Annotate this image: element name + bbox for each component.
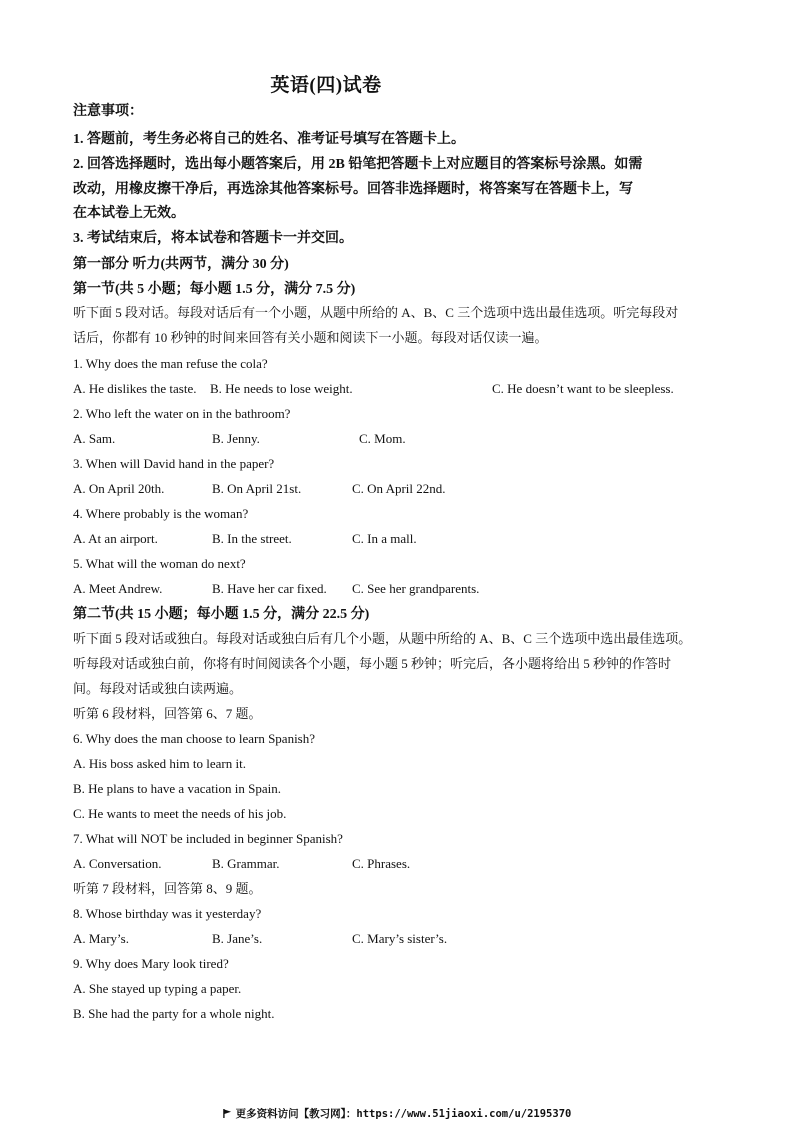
- q3-option-b: B. On April 21st.: [212, 481, 302, 496]
- q8-option-b: B. Jane’s.: [212, 931, 263, 946]
- q1-option-a: A. He dislikes the taste.: [73, 381, 197, 396]
- material-6-note: 听第 6 段材料，回答第 6、7 题。: [73, 706, 262, 721]
- section2-instruction-3: 间。每段对话或独白读两遍。: [73, 681, 243, 696]
- section1-instruction-1: 听下面 5 段对话。每段对话后有一个小题，从题中所给的 A、B、C 三个选项中选出最佳选项。听完每段对: [73, 305, 679, 320]
- q8-option-a: A. Mary’s.: [73, 931, 129, 946]
- q2-option-b: B. Jenny.: [212, 431, 260, 446]
- question-4: 4. Where probably is the woman?: [73, 506, 249, 521]
- q7-option-b: B. Grammar.: [212, 856, 280, 871]
- notice-item-2-cont: 改动，用橡皮擦干净后，再选涂其他答案标号。回答非选择题时，将答案写在答题卡上，写: [73, 182, 633, 197]
- q1-option-b: B. He needs to lose weight.: [210, 381, 353, 396]
- section2-heading: 第二节(共 15 小题；每小题 1.5 分，满分 22.5 分): [73, 607, 370, 622]
- question-9: 9. Why does Mary look tired?: [73, 956, 229, 971]
- section1-instruction-2: 话后，你都有 10 秒钟的时间来回答有关小题和阅读下一小题。每段对话仅读一遍。: [73, 330, 548, 345]
- section1-heading: 第一节(共 5 小题；每小题 1.5 分，满分 7.5 分): [73, 282, 356, 297]
- q8-option-c: C. Mary’s sister’s.: [352, 931, 448, 946]
- q9-option-a: A. She stayed up typing a paper.: [73, 981, 242, 996]
- question-1: 1. Why does the man refuse the cola?: [73, 356, 268, 371]
- q1-option-c: C. He doesn’t want to be sleepless.: [492, 381, 674, 396]
- q2-option-c: C. Mom.: [359, 431, 406, 446]
- notice-item-2: 2. 回答选择题时，选出每小题答案后，用 2B 铅笔把答题卡上对应题目的答案标号涂黑。如需: [73, 157, 643, 172]
- q4-option-a: A. At an airport.: [73, 531, 158, 546]
- q5-option-a: A. Meet Andrew.: [73, 581, 163, 596]
- notice-heading: 注意事项：: [73, 104, 143, 119]
- question-8: 8. Whose birthday was it yesterday?: [73, 906, 262, 921]
- question-7: 7. What will NOT be included in beginner Spanish?: [73, 831, 343, 846]
- q3-option-c: C. On April 22nd.: [352, 481, 446, 496]
- q4-option-c: C. In a mall.: [352, 531, 417, 546]
- question-6: 6. Why does the man choose to learn Spanish?: [73, 731, 316, 746]
- question-3: 3. When will David hand in the paper?: [73, 456, 275, 471]
- section2-instruction-1: 听下面 5 段对话或独白。每段对话或独白后有几个小题，从题中所给的 A、B、C 三个选项中选出最佳选项。: [73, 631, 692, 646]
- q6-option-b: B. He plans to have a vacation in Spain.: [73, 781, 281, 796]
- q6-option-a: A. His boss asked him to learn it.: [73, 756, 246, 771]
- q5-option-c: C. See her grandparents.: [352, 581, 480, 596]
- notice-item-3: 3. 考试结束后，将本试卷和答题卡一并交回。: [73, 231, 353, 246]
- question-5: 5. What will the woman do next?: [73, 556, 246, 571]
- q3-option-a: A. On April 20th.: [73, 481, 165, 496]
- q9-option-b: B. She had the party for a whole night.: [73, 1006, 275, 1021]
- footer-link[interactable]: [0, 1106, 794, 1121]
- q7-option-a: A. Conversation.: [73, 856, 162, 871]
- section2-instruction-2: 听每段对话或独白前，你将有时间阅读各个小题，每小题 5 秒钟；听完后，各小题将给出 5 秒钟的作答时: [73, 656, 672, 671]
- notice-item-2-end: 在本试卷上无效。: [73, 206, 185, 221]
- q6-option-c: C. He wants to meet the needs of his job.: [73, 806, 287, 821]
- flag-icon: [223, 1109, 232, 1118]
- question-2: 2. Who left the water on in the bathroom?: [73, 406, 291, 421]
- q4-option-b: B. In the street.: [212, 531, 292, 546]
- part1-heading: 第一部分 听力(共两节，满分 30 分): [73, 257, 289, 272]
- exam-title: 英语(四)试卷: [270, 75, 382, 96]
- q7-option-c: C. Phrases.: [352, 856, 411, 871]
- material-7-note: 听第 7 段材料，回答第 8、9 题。: [73, 881, 262, 896]
- footer-text: 更多资料访问【教习网】：https://www.51jiaoxi.com/u/2195370: [235, 1108, 572, 1120]
- notice-item-1: 1. 答题前，考生务必将自己的姓名、准考证号填写在答题卡上。: [73, 132, 465, 147]
- q2-option-a: A. Sam.: [73, 431, 116, 446]
- q5-option-b: B. Have her car fixed.: [212, 581, 327, 596]
